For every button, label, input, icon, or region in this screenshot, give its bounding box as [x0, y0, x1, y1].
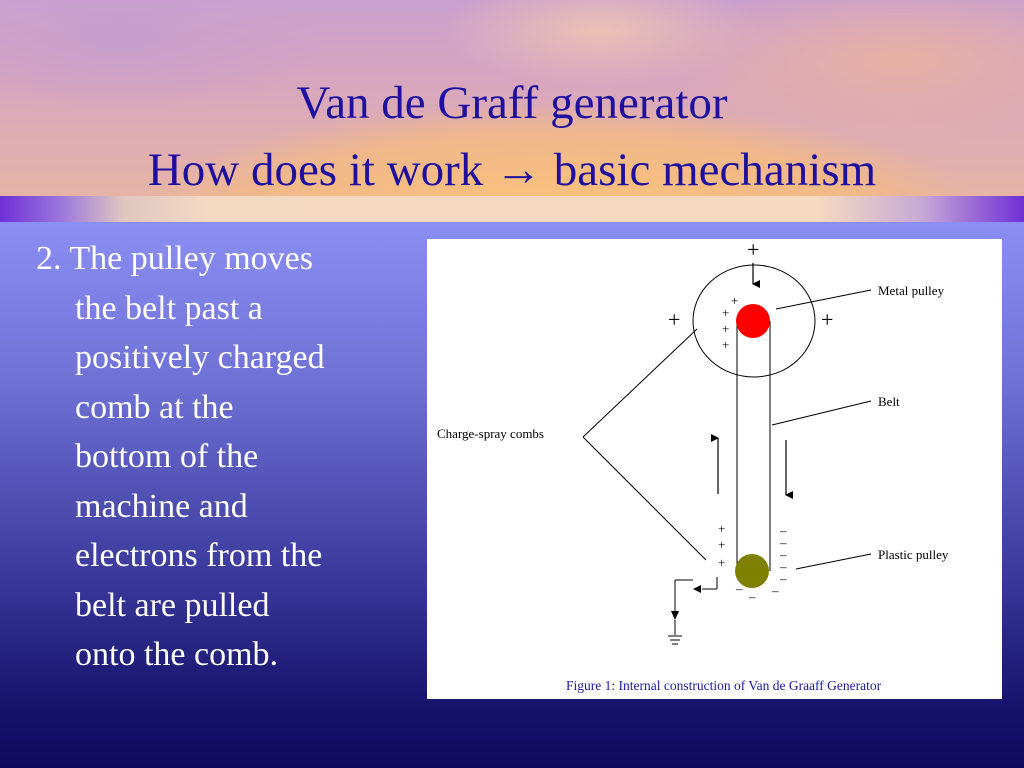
plus-sign: +	[718, 521, 726, 536]
plus-sign: +	[722, 305, 730, 320]
plus-sign: +	[747, 239, 760, 262]
bullet-line: 2. The pulley moves	[36, 240, 313, 277]
plastic-pulley-label: Plastic pulley	[878, 547, 949, 562]
bullet-text	[36, 234, 416, 680]
van-de-graaff-figure	[427, 239, 1002, 699]
bullet-line: bottom of the	[75, 438, 259, 475]
title-banner	[0, 0, 1024, 196]
minus-sign: –	[749, 589, 756, 604]
ground-arrowhead	[671, 611, 679, 620]
title-divider-stripe	[0, 196, 1024, 222]
charge-spray-combs-label: Charge-spray combs	[437, 426, 544, 441]
plus-sign: +	[668, 307, 681, 332]
minus-sign: –	[736, 581, 743, 596]
plus-sign: +	[718, 555, 726, 570]
plus-sign: +	[731, 293, 739, 308]
bullet-line: electrons from the	[75, 537, 323, 574]
metal-pulley-label: Metal pulley	[878, 283, 945, 298]
van-de-graaff-diagram	[427, 239, 1002, 699]
minus-sign: –	[780, 535, 787, 550]
slide-title: Van de Graff generator	[296, 77, 728, 129]
plus-sign: +	[722, 321, 730, 336]
minus-sign: –	[780, 523, 787, 538]
minus-sign: –	[772, 583, 779, 598]
bullet-line: machine and	[75, 487, 248, 525]
plus-sign: +	[821, 307, 834, 332]
belt-label: Belt	[878, 394, 900, 409]
bullet-line: onto the comb.	[75, 636, 279, 673]
minus-sign: –	[780, 559, 787, 574]
plus-sign: +	[722, 337, 730, 352]
belt-leader	[772, 401, 871, 425]
metal-pulley	[736, 304, 770, 338]
minus-sign: –	[780, 547, 787, 562]
figure-caption: Figure 1: Internal construction of Van de Graaff Generator	[566, 678, 882, 693]
upper-comb-leader	[583, 329, 697, 437]
plus-sign: +	[718, 537, 726, 552]
lower-comb-leader	[583, 437, 706, 560]
slide-subtitle: How does it work → basic mechanism	[147, 144, 877, 196]
bullet-line: positively charged	[75, 339, 325, 376]
minus-sign: –	[780, 571, 787, 586]
plastic-pulley-leader	[796, 554, 871, 569]
ground-arrowhead	[693, 585, 701, 593]
bullet-line: comb at the	[75, 388, 234, 426]
bullet-line: the belt past a	[75, 289, 263, 327]
bullet-line: belt are pulled	[75, 586, 270, 624]
